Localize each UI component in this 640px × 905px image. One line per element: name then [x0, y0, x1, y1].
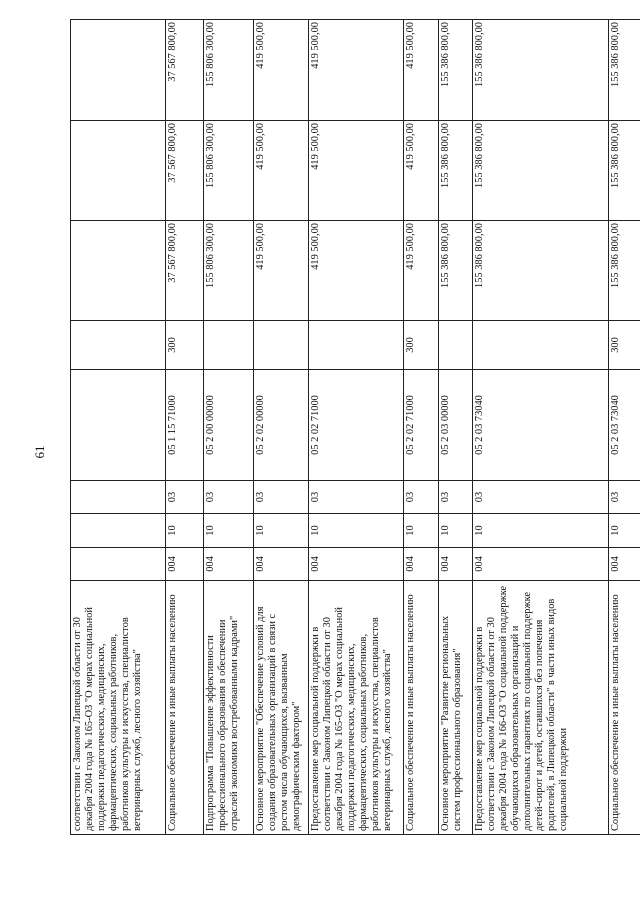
subsection-code-cell: 03	[609, 481, 640, 514]
table-row	[166, 20, 204, 835]
amount-year3-cell: 419 500,00	[254, 20, 309, 121]
amount-year3-cell: 419 500,00	[309, 20, 404, 121]
amount-year1-cell: 155 806 300,00	[204, 221, 254, 321]
subsection-code-cell: 03	[254, 481, 309, 514]
amount-year2-cell: 419 500,00	[254, 121, 309, 221]
amount-year1-cell: 419 500,00	[254, 221, 309, 321]
amount-year3-cell	[71, 20, 166, 121]
budget-table	[70, 19, 640, 835]
expense-type-cell	[254, 321, 309, 370]
expense-type-cell	[71, 321, 166, 370]
amount-year1-cell: 37 567 800,00	[166, 221, 204, 321]
table-row	[254, 20, 309, 835]
target-article-cell: 05 2 02 71000	[309, 370, 404, 481]
target-article-cell: 05 2 02 00000	[254, 370, 309, 481]
table-row	[609, 20, 640, 835]
section-code-cell: 10	[609, 514, 640, 548]
amount-year2-cell: 155 806 300,00	[204, 121, 254, 221]
target-article-cell: 05 2 03 73040	[473, 370, 609, 481]
target-article-cell: 05 2 03 00000	[439, 370, 473, 481]
table-row	[404, 20, 439, 835]
ministry-code-cell: 004	[439, 548, 473, 581]
amount-year1-cell: 419 500,00	[404, 221, 439, 321]
expense-type-cell: 300	[609, 321, 640, 370]
expense-type-cell	[204, 321, 254, 370]
table-body	[71, 20, 640, 835]
ministry-code-cell	[71, 548, 166, 581]
table-row	[439, 20, 473, 835]
table-row	[309, 20, 404, 835]
page-number: 61	[32, 445, 47, 459]
ministry-code-cell: 004	[473, 548, 609, 581]
section-code-cell: 10	[404, 514, 439, 548]
target-article-cell: 05 2 02 71000	[404, 370, 439, 481]
ministry-code-cell: 004	[204, 548, 254, 581]
expense-type-cell: 300	[166, 321, 204, 370]
table-row	[204, 20, 254, 835]
expense-type-cell	[439, 321, 473, 370]
ministry-code-cell: 004	[254, 548, 309, 581]
section-code-cell: 10	[254, 514, 309, 548]
subsection-code-cell: 03	[309, 481, 404, 514]
amount-year1-cell: 419 500,00	[309, 221, 404, 321]
table-wrapper	[70, 20, 621, 835]
row-name-cell: Предоставление мер социальной поддержки в соответствии с Законом Липецкой области от 30 декабря 2004 года № 166-ОЗ "О социальной поддержке обучающихся образовательных организаций и дополнительных гарантиях по социальной поддержке детей-сирот и детей, оставшихся без попечения родителей, в Липецкой области" в части иных видов социальной поддержки	[473, 581, 609, 835]
amount-year2-cell: 155 386 800,00	[439, 121, 473, 221]
row-name-cell: Социальное обеспечение и иные выплаты населению	[609, 581, 640, 835]
subsection-code-cell: 03	[473, 481, 609, 514]
row-name-cell: Основное мероприятие "Обеспечение условий для создания образовательных организаций в связи с ростом числа обучающихся, вызванным демографическим фактором"	[254, 581, 309, 835]
expense-type-cell: 300	[404, 321, 439, 370]
amount-year3-cell: 155 806 300,00	[204, 20, 254, 121]
amount-year1-cell: 155 386 800,00	[439, 221, 473, 321]
table-row	[473, 20, 609, 835]
ministry-code-cell: 004	[609, 548, 640, 581]
amount-year1-cell: 155 386 800,00	[473, 221, 609, 321]
subsection-code-cell	[71, 481, 166, 514]
subsection-code-cell: 03	[166, 481, 204, 514]
expense-type-cell	[309, 321, 404, 370]
row-name-cell: Предоставление мер социальной поддержки в соответствии с Законом Липецкой области от 30 декабря 2004 года № 165-ОЗ "О мерах социальной поддержки педагогических, медицинских, фармацевтических, социальных работников, работников культуры и искусства, специалистов ветеринарных служб, лесного хозяйства"	[309, 581, 404, 835]
subsection-code-cell: 03	[404, 481, 439, 514]
amount-year3-cell: 419 500,00	[404, 20, 439, 121]
subsection-code-cell: 03	[439, 481, 473, 514]
section-code-cell	[71, 514, 166, 548]
section-code-cell: 10	[309, 514, 404, 548]
ministry-code-cell: 004	[166, 548, 204, 581]
amount-year2-cell: 37 567 800,00	[166, 121, 204, 221]
target-article-cell: 05 1 15 71000	[166, 370, 204, 481]
row-name-cell: Подпрограмма "Повышение эффективности профессионального образования в обеспечении отраслей экономики востребованными кадрами"	[204, 581, 254, 835]
amount-year3-cell: 37 567 800,00	[166, 20, 204, 121]
amount-year3-cell: 155 386 800,00	[609, 20, 640, 121]
amount-year2-cell: 155 386 800,00	[473, 121, 609, 221]
ministry-code-cell: 004	[309, 548, 404, 581]
target-article-cell	[71, 370, 166, 481]
amount-year2-cell: 155 386 800,00	[609, 121, 640, 221]
ministry-code-cell: 004	[404, 548, 439, 581]
row-name-cell: Социальное обеспечение и иные выплаты населению	[166, 581, 204, 835]
subsection-code-cell: 03	[204, 481, 254, 514]
row-name-cell: Социальное обеспечение и иные выплаты населению	[404, 581, 439, 835]
amount-year3-cell: 155 386 800,00	[439, 20, 473, 121]
amount-year2-cell: 419 500,00	[309, 121, 404, 221]
row-name-cell: соответствии с Законом Липецкой области от 30 декабря 2004 года № 165-ОЗ "О мерах социальной поддержки педагогических, медицинских, фармацевтических, социальных работников, работников культуры и искусства, специалистов ветеринарных служб, лесного хозяйства"	[71, 581, 166, 835]
target-article-cell: 05 2 00 00000	[204, 370, 254, 481]
amount-year2-cell	[71, 121, 166, 221]
row-name-cell: Основное мероприятие "Развитие региональных систем профессионального образования"	[439, 581, 473, 835]
section-code-cell: 10	[439, 514, 473, 548]
expense-type-cell	[473, 321, 609, 370]
amount-year1-cell	[71, 221, 166, 321]
target-article-cell: 05 2 03 73040	[609, 370, 640, 481]
amount-year1-cell: 155 386 800,00	[609, 221, 640, 321]
section-code-cell: 10	[166, 514, 204, 548]
amount-year2-cell: 419 500,00	[404, 121, 439, 221]
section-code-cell: 10	[204, 514, 254, 548]
amount-year3-cell: 155 386 800,00	[473, 20, 609, 121]
rotated-table-area	[70, 20, 621, 835]
table-row	[71, 20, 166, 835]
section-code-cell: 10	[473, 514, 609, 548]
